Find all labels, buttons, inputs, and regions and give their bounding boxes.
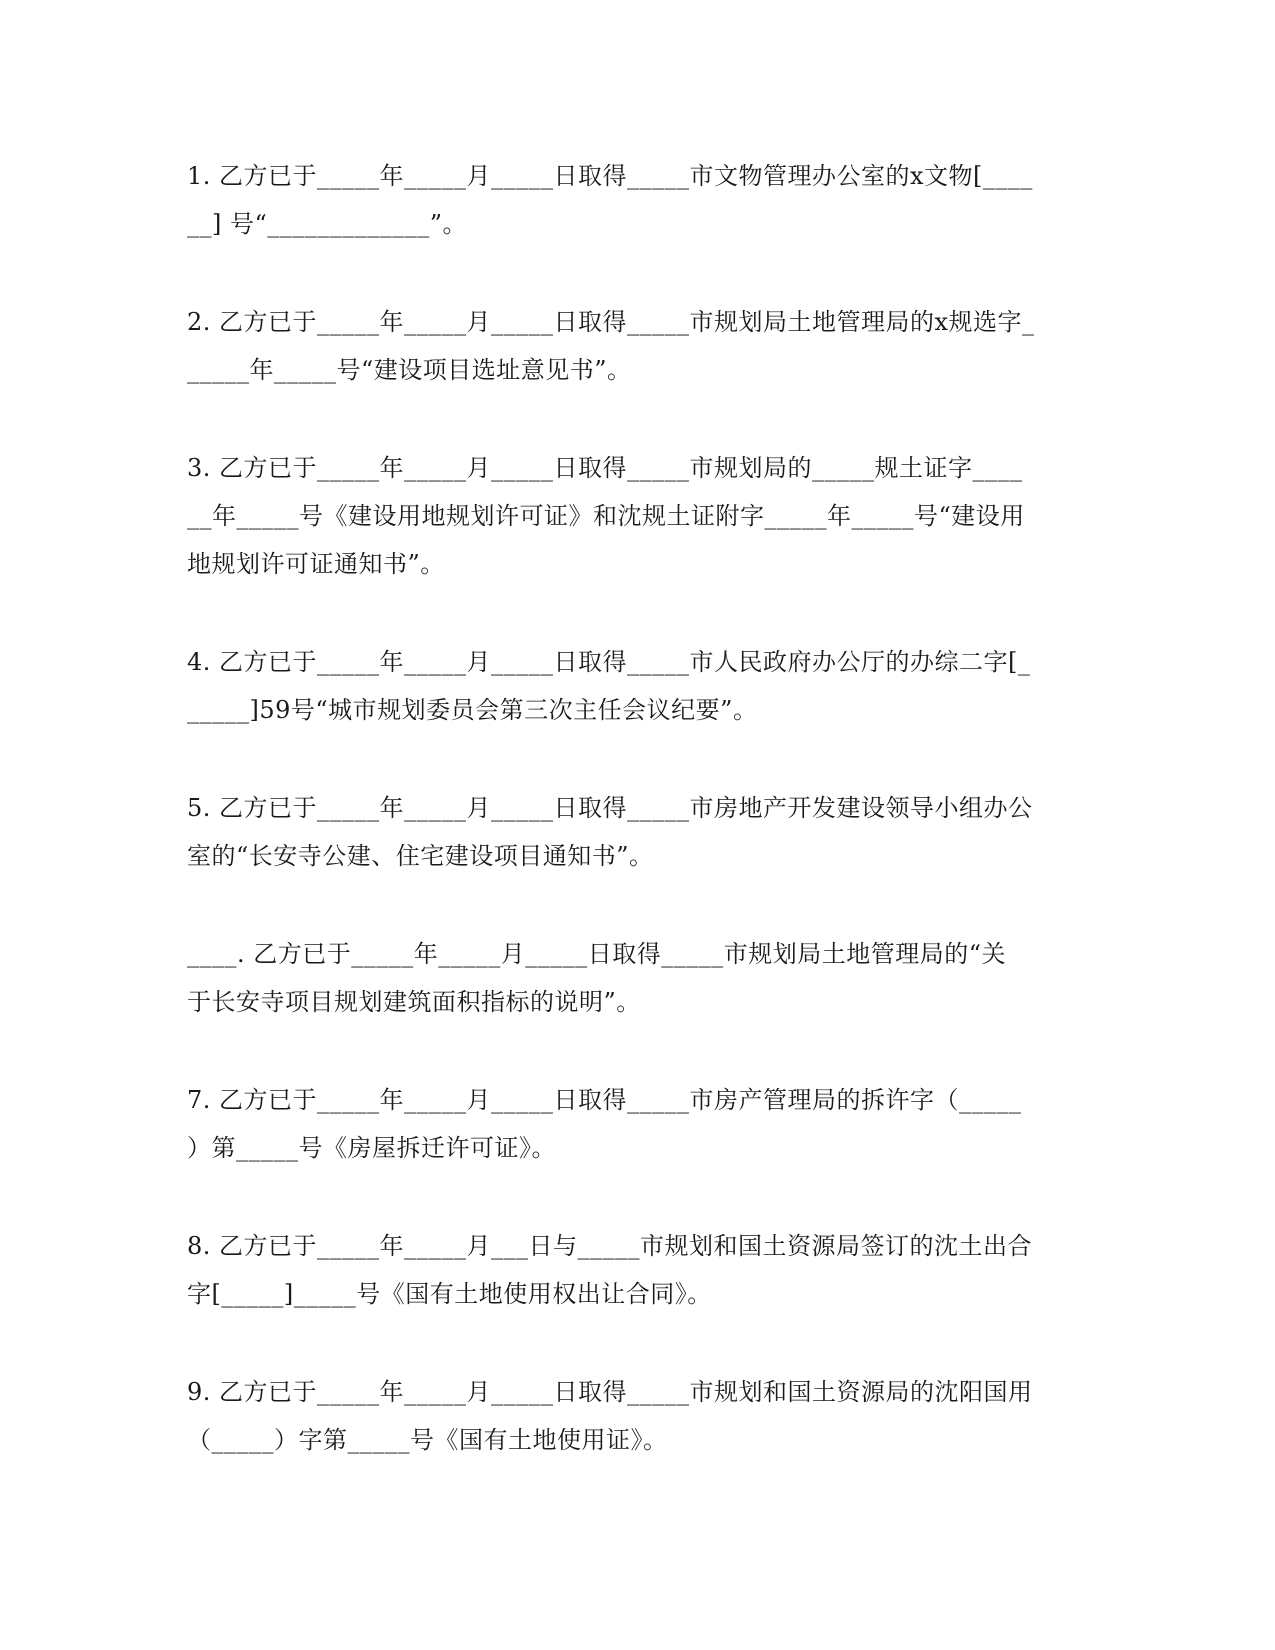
clause-line: 3. 乙方已于_____年_____月_____日取得_____市规划局的_____规土证字____ [187, 454, 1023, 482]
clause-line: 9. 乙方已于_____年_____月_____日取得_____市规划和国土资源局的沈阳国用 [187, 1378, 1033, 1406]
clause-line: 4. 乙方已于_____年_____月_____日取得_____市人民政府办公厅的办综二字[_ [187, 648, 1031, 676]
clause-line: ____. 乙方已于_____年_____月_____日取得_____市规划局土地管理局的“关 [187, 940, 1007, 968]
clause-line: 于长安寺项目规划建筑面积指标的说明”。 [187, 988, 641, 1016]
clause-7 [187, 1076, 1087, 1172]
clause-line: 2. 乙方已于_____年_____月_____日取得_____市规划局土地管理局的x规选字_ [187, 308, 1035, 336]
clause-6 [187, 930, 1087, 1026]
clause-line: 1. 乙方已于_____年_____月_____日取得_____市文物管理办公室的x文物[____ [187, 162, 1033, 190]
clause-1 [187, 152, 1087, 248]
clause-line: （_____）字第_____号《国有土地使用证》。 [187, 1426, 668, 1454]
clause-line: 地规划许可证通知书”。 [187, 550, 445, 578]
clause-line: 7. 乙方已于_____年_____月_____日取得_____市房产管理局的拆许字（_____ [187, 1086, 1022, 1114]
clause-line: 5. 乙方已于_____年_____月_____日取得_____市房地产开发建设领导小组办公 [187, 794, 1033, 822]
clause-3 [187, 444, 1087, 588]
clause-line: 字[_____]_____号《国有土地使用权出让合同》。 [187, 1280, 712, 1308]
clause-line: __] 号“_____________”。 [187, 210, 468, 238]
clause-5 [187, 784, 1087, 880]
clause-line: _____]59号“城市规划委员会第三次主任会议纪要”。 [187, 696, 758, 724]
clause-line: __年_____号《建设用地规划许可证》和沈规土证附字_____年_____号“建设用 [187, 502, 1025, 530]
clause-9 [187, 1368, 1087, 1464]
clause-2 [187, 298, 1087, 394]
clause-8 [187, 1222, 1087, 1318]
clause-line: 8. 乙方已于_____年_____月___日与_____市规划和国土资源局签订的沈土出合 [187, 1232, 1033, 1260]
clause-line: ）第_____号《房屋拆迁许可证》。 [187, 1134, 556, 1162]
clause-4 [187, 638, 1087, 734]
clause-line: _____年_____号“建设项目选址意见书”。 [187, 356, 632, 384]
clause-line: 室的“长安寺公建、住宅建设项目通知书”。 [187, 842, 654, 870]
